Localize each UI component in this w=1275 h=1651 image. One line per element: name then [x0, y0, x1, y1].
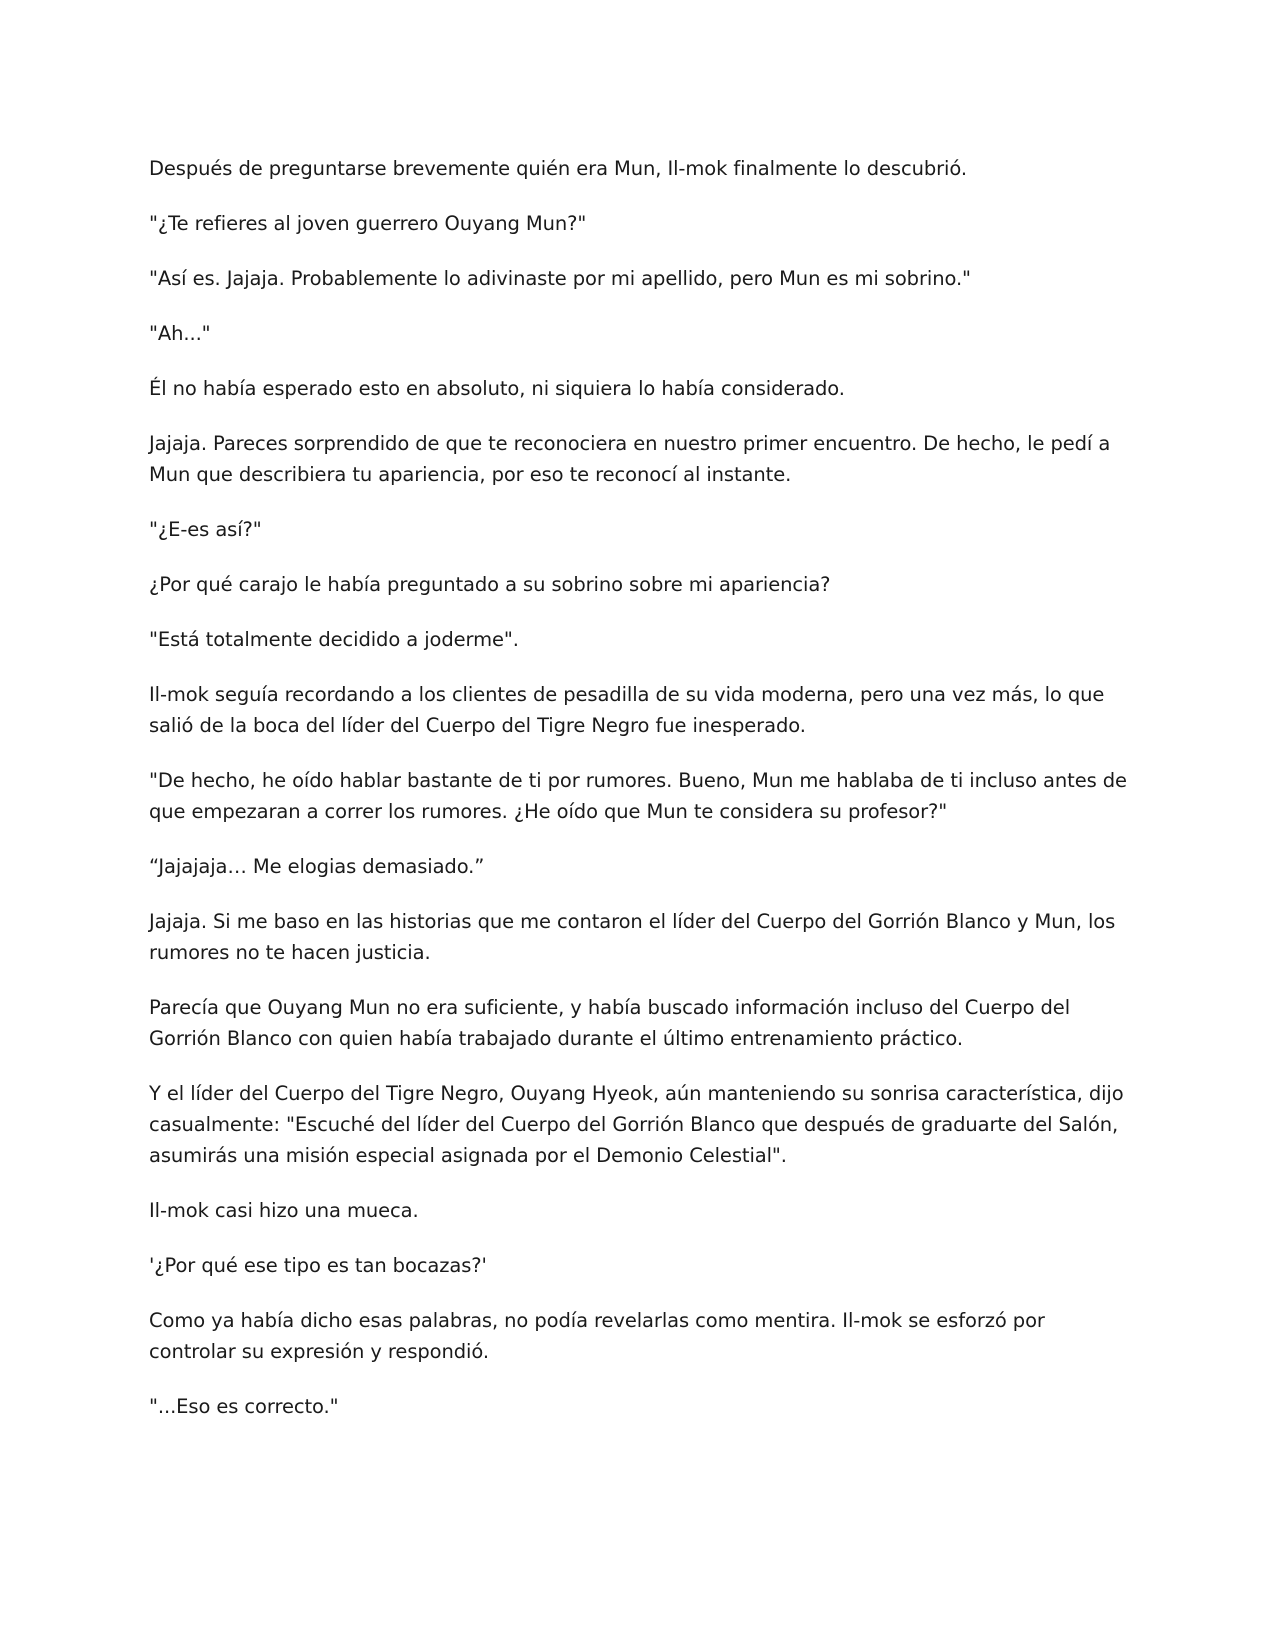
paragraph-1: Después de preguntarse brevemente quién era Mun, Il-mok finalmente lo descubrió.: [149, 157, 967, 180]
paragraph-11: "De hecho, he oído hablar bastante de ti por rumores. Bueno, Mun me hablaba de ti incluso antes de que empezaran a correr los rumores. ¿He oído que Mun te considera su profesor?": [149, 769, 1127, 823]
paragraph-4: "Ah...": [149, 322, 211, 345]
paragraph-3: "Así es. Jajaja. Probablemente lo adivinaste por mi apellido, pero Mun es mi sobrino.": [149, 267, 971, 290]
paragraph-10: Il-mok seguía recordando a los clientes de pesadilla de su vida moderna, pero una vez más, lo que salió de la boca del líder del Cuerpo del Tigre Negro fue inesperado.: [149, 683, 1105, 737]
paragraph-9: "Está totalmente decidido a joderme".: [149, 628, 519, 651]
paragraph-18: Como ya había dicho esas palabras, no podía revelarlas como mentira. Il-mok se esforzó por controlar su expresión y respondió.: [149, 1309, 1045, 1363]
paragraph-13: Jajaja. Si me baso en las historias que me contaron el líder del Cuerpo del Gorrión Blanco y Mun, los rumores no te hacen justicia.: [149, 910, 1116, 964]
paragraph-5: Él no había esperado esto en absoluto, ni siquiera lo había considerado.: [149, 377, 845, 400]
paragraph-7: "¿E-es así?": [149, 518, 262, 541]
paragraph-16: Il-mok casi hizo una mueca.: [149, 1199, 419, 1222]
paragraph-2: "¿Te refieres al joven guerrero Ouyang Mun?": [149, 212, 587, 235]
paragraph-14: Parecía que Ouyang Mun no era suficiente, y había buscado información incluso del Cuerpo del Gorrión Blanco con quien había trabajado durante el último entrenamiento práctico.: [149, 996, 1071, 1050]
paragraph-8: ¿Por qué carajo le había preguntado a su sobrino sobre mi apariencia?: [149, 573, 831, 596]
paragraph-6: Jajaja. Pareces sorprendido de que te reconociera en nuestro primer encuentro. De hecho, le pedí a Mun que describiera tu apariencia, por eso te reconocí al instante.: [149, 432, 1111, 486]
document-body: [149, 153, 1129, 1446]
paragraph-17: '¿Por qué ese tipo es tan bocazas?': [149, 1254, 487, 1277]
paragraph-19: "...Eso es correcto.": [149, 1395, 339, 1418]
paragraph-12: “Jajajaja… Me elogias demasiado.”: [149, 855, 485, 878]
paragraph-15: Y el líder del Cuerpo del Tigre Negro, Ouyang Hyeok, aún manteniendo su sonrisa característica, dijo casualmente: "Escuché del líder del Cuerpo del Gorrión Blanco que después de graduarte del Salón, asumirás una misión especial asignada por el Demonio Celestial".: [149, 1082, 1124, 1167]
